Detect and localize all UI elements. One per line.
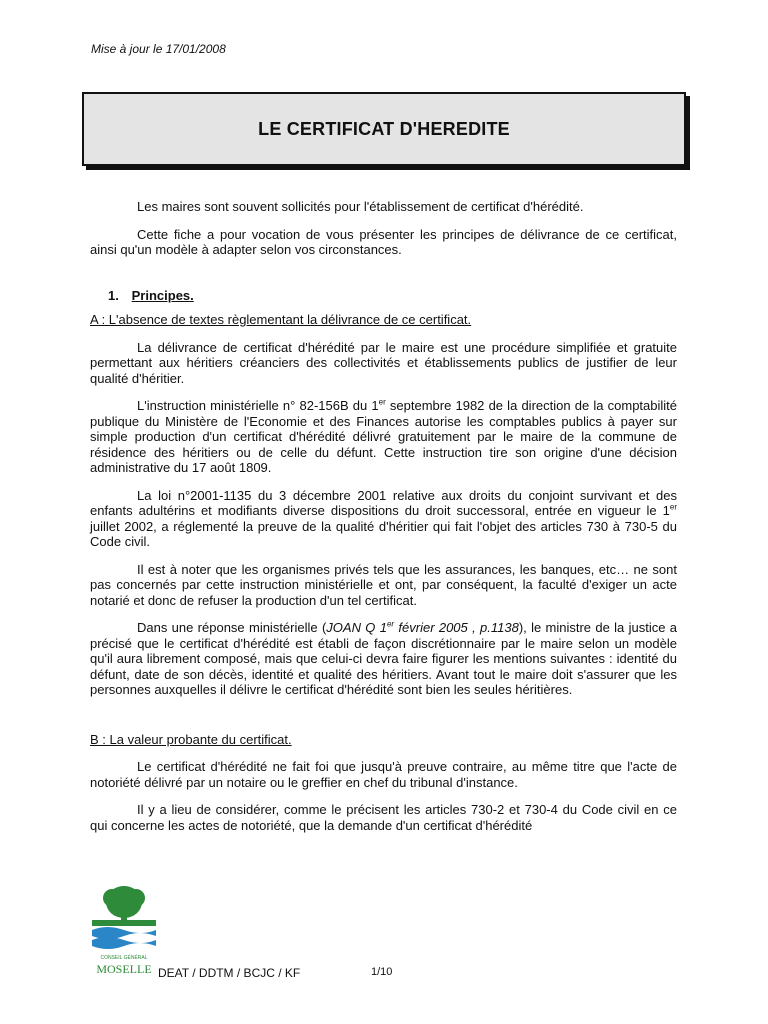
intro-paragraph-2: Cette fiche a pour vocation de vous présenter les principes de délivrance de ce certificat, ainsi qu'un modèle à adapter selon vos circonstances. xyxy=(90,226,677,257)
paragraph-a5: Dans une réponse ministérielle (JOAN Q 1er février 2005 , p.1138), le ministre de la justice a précisé que le certificat d'hérédité est établi de façon discrétionnaire par le maire selon un modèle qu'il aura librement composé, mais que celui-ci devra faire figurer les mentions suivantes : identité du défunt, date de son décès, identité et qualité des héritiers. Avant tout le maire doit s'assurer que les personnes auxquelles il délivre le certificat d'hérédité sont bien les seules héritières. xyxy=(90,619,677,697)
section-label: Principes. xyxy=(131,287,194,303)
intro-paragraph-1: Les maires sont souvent sollicités pour l'établissement de certificat d'hérédité. xyxy=(137,199,584,214)
section-heading-principes xyxy=(108,288,677,304)
paragraph-a1: La délivrance de certificat d'hérédité par le maire est une procédure simplifiée et gratuite permettant aux héritiers créanciers des collectivités et établissements publics de justifier de leur qualité d'héritier. xyxy=(90,339,677,386)
document-body xyxy=(90,199,677,845)
svg-text:CONSEIL GÉNÉRAL: CONSEIL GÉNÉRAL xyxy=(100,955,148,961)
paragraph-b2: Il y a lieu de considérer, comme le précisent les articles 730-2 et 730-4 du Code civil en ce qui concerne les actes de notoriété, que la demande d'un certificat d'hérédité xyxy=(90,802,677,833)
document-title: LE CERTIFICAT D'HEREDITE xyxy=(258,118,510,139)
paragraph-a4: Il est à noter que les organismes privés tels que les assurances, les banques, etc… ne sont pas concernés par cette instruction ministérielle et ont, par conséquent, la faculté d'exiger un acte notarié et donc de refuser la production d'un tel certificat. xyxy=(90,561,677,608)
paragraph-a2: L'instruction ministérielle n° 82-156B du 1er septembre 1982 de la direction de la comptabilité publique du Ministère de l'Economie et des Finances autorise les comptables publics à payer sur simple production d'un certificat d'hérédité délivré gratuitement par le maire de la commune de résidence des héritiers ou de celle du défunt. Cette instruction tire son origine d'une décision administrative du 17 août 1809. xyxy=(90,397,677,475)
page-number: 1/10 xyxy=(371,966,393,978)
subsection-heading-a: A : L'absence de textes règlementant la délivrance de ce certificat. xyxy=(90,312,472,327)
joan-reference: JOAN Q 1er février 2005 , p.1138 xyxy=(326,619,519,635)
svg-text:MOSELLE: MOSELLE xyxy=(96,962,152,976)
paragraph-a3: La loi n°2001-1135 du 3 décembre 2001 relative aux droits du conjoint survivant et des enfants adultérins et modifiants diverse dispositions du droit successoral, entrée en vigueur le 1er juillet 2002, a réglementé la preuve de la qualité d'héritier qui fait l'objet des articles 730 à 730-5 du Code civil. xyxy=(90,487,677,549)
section-number: 1. xyxy=(108,287,119,303)
title-box xyxy=(82,92,686,166)
update-date: Mise à jour le 17/01/2008 xyxy=(91,42,226,56)
moselle-logo xyxy=(90,880,158,978)
page-footer xyxy=(90,880,690,980)
footer-reference: DEAT / DDTM / BCJC / KF xyxy=(158,966,301,980)
paragraph-b1: Le certificat d'hérédité ne fait foi que jusqu'à preuve contraire, au même titre que l'acte de notoriété délivré par un notaire ou le greffier en chef du tribunal d'instance. xyxy=(90,759,677,790)
subsection-heading-b: B : La valeur probante du certificat. xyxy=(90,731,292,747)
